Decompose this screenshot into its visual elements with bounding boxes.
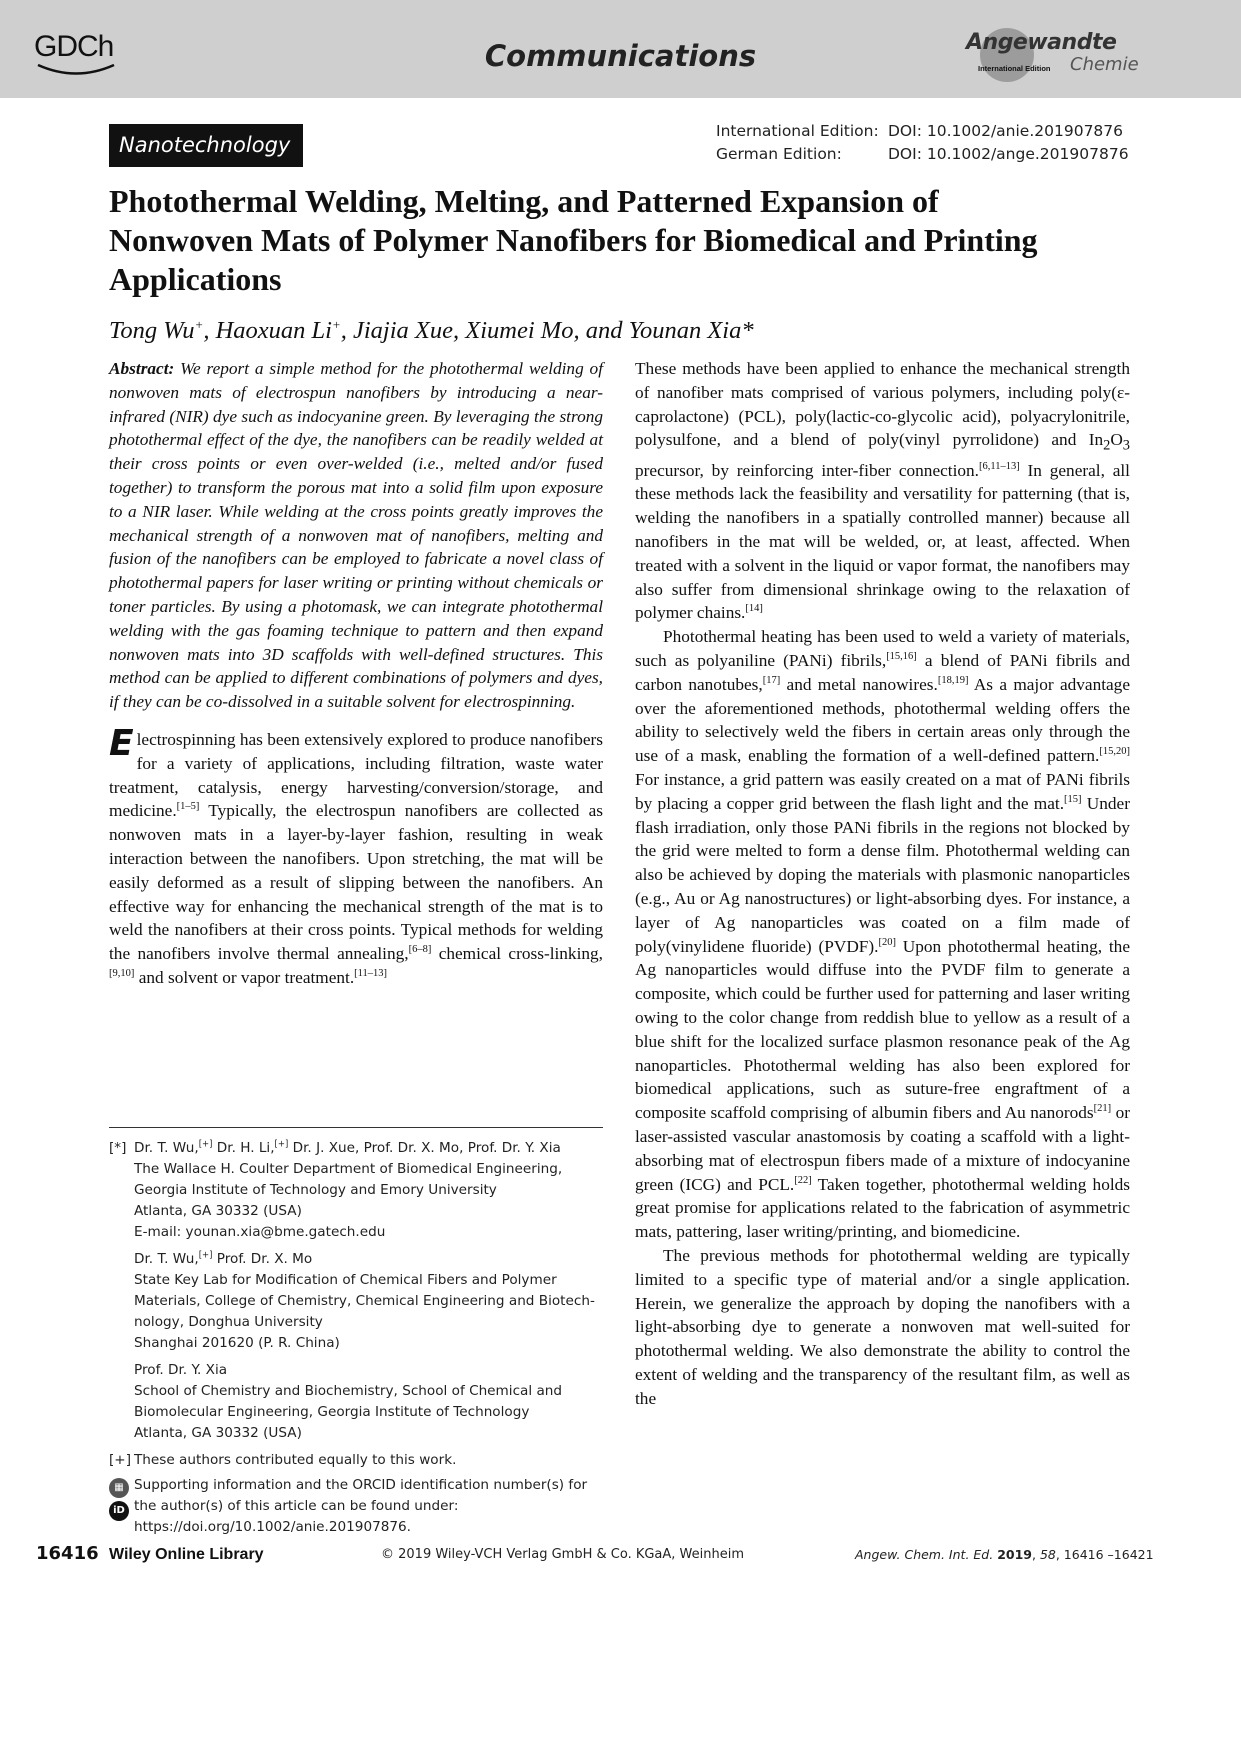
paragraph-text: Typically, the electrospun nanofibers are collected as nonwoven mats in a layer-by-layer fashion, resulting in weak interaction between the nanofibers. Upon stretching, the mat will be easily deformed as a result of slipping between the nanofibers. An effective way for enhancing the mechanical strength of the mat is to weld the nanofibers at their cross points. Typical methods for welding the nanofibers involve thermal annealing, (109, 801, 603, 964)
paragraph-text: and solvent or vapor treatment. (134, 967, 355, 987)
article-title (109, 182, 1129, 299)
author-entry: Dr. H. Li, (212, 1140, 275, 1156)
right-column (635, 357, 1130, 1411)
affiliations-footnote (109, 1127, 603, 1538)
footnote-mark: [+] (198, 1139, 213, 1150)
doi-block (716, 120, 1129, 166)
author-entry: Dr. T. Wu, (134, 1140, 199, 1156)
citation-ref[interactable]: [15,16] (886, 651, 917, 663)
citation-ref[interactable]: [21] (1093, 1103, 1112, 1115)
body-paragraph (635, 357, 1130, 625)
paragraph-text: precursor, by reinforcing inter-fiber connection. (635, 460, 979, 480)
doi-international (716, 120, 1129, 143)
citation-pages: 16416 –16421 (1063, 1547, 1154, 1562)
journal-logo-edition: International Edition (978, 64, 1051, 73)
paragraph-text: These methods have been applied to enhance the mechanical strength of nanofiber mats comprised of various polymers, including poly(ε-caprolactone) (PCL), poly(lactic-co-glycolic acid), polyacrylonitrile, polysulfone, and a blend of poly(vinyl pyrrolidone) and In (635, 359, 1130, 450)
citation-journal: Angew. Chem. Int. Ed. (855, 1547, 994, 1562)
paragraph-text: In general, all these methods lack the feasibility and versatility for patterning (that is, welding the nanofibers in a spatially controlled manner) because all nanofibers in the mat will be welded, or, at least, affected. When treated with a solvent in the liquid or vapor format, the nanofibers may also suffer from dimensional shrinkage owing to the relaxation of polymer chains. (635, 460, 1130, 623)
footnote-mark: [*] (109, 1140, 127, 1156)
footnote-mark: [+] (109, 1452, 131, 1468)
affiliation-line: Shanghai 201620 (P. R. China) (134, 1335, 340, 1351)
si-icons (109, 1478, 129, 1524)
doi-german (716, 143, 1129, 166)
journal-citation: Angew. Chem. Int. Ed. 2019, 58, 16416 –16421 (855, 1547, 1154, 1562)
doi-international-label: International Edition: (716, 122, 879, 140)
journal-logo-word: Angewandte (966, 30, 1117, 55)
author-entry: Prof. Dr. X. Mo (212, 1251, 313, 1267)
affiliation-line: Georgia Institute of Technology and Emory University (134, 1182, 497, 1198)
citation-ref[interactable]: [14] (745, 603, 763, 615)
title-line: Nonwoven Mats of Polymer Nanofibers for Biomedical and Printing (109, 222, 1038, 258)
title-line: Applications (109, 261, 282, 297)
abstract-text: We report a simple method for the photothermal welding of nonwoven mats of electrospun nanofibers by introducing a near-infrared (NIR) dye such as indocyanine green. By leveraging the strong photothermal effect of the dye, the nanofibers can be readily welded at their cross points or even over-welded (i.e., melted and/or fused together) to transform the porous mat into a solid film upon exposure to a NIR laser. While welding at the cross points greatly improves the mechanical strength of a nonwoven mat of nanofibers, melting and fusion of the nanofibers can be employed to fabricate a novel class of photothermal papers for laser writing or printing without chemicals or toner particles. By using a photomask, we can integrate photothermal welding with the gas foaming technique to pattern and then expand nonwoven mats into 3D scaffolds with well-defined structures. This method can be applied to different combinations of polymers and dyes, if they can be co-dissolved in a suitable solvent for electrospinning. (109, 359, 604, 712)
wiley-online-library-logo: Wiley Online Library (109, 1546, 264, 1563)
citation-ref[interactable]: [17] (762, 675, 781, 687)
paragraph-text: As a major advantage over the aforementioned methods, photothermal welding offers the ability to selectively weld the fibers in certain areas only through the use of a mask, enabling the formation of a well-defined pattern. (635, 674, 1130, 766)
paragraph-text: Under flash irradiation, only those PANi fibrils in the regions not blocked by the grid were melted to form a dense film. Photothermal welding can also be achieved by doping the materials with plasmonic nanoparticles (e.g., Au or Ag nanostructures) or light-absorbing dyes. For instance, a layer of Ag nanoparticles was coated on a film made of poly(vinylidene fluoride) (PVDF). (635, 793, 1130, 956)
paragraph-text: Upon photothermal heating, the Ag nanoparticles would diffuse into the PVDF film to generate a composite, which could be further used for patterning and laser writing owing to the color change from reddish blue to yellow as a result of a blue shift for the localized surface plasmon resonance peak of the Ag nanoparticles. Photothermal welding has also been explored for biomedical applications, such as suture-free engraftment of a composite scaffold comprising of albumin fibers and Au nanorods (635, 936, 1130, 1123)
citation-ref[interactable]: [6–8] (408, 944, 432, 956)
equal-contribution-mark: + (331, 317, 341, 332)
citation-ref[interactable]: [6,11–13] (979, 460, 1020, 472)
affiliation-line: Atlanta, GA 30332 (USA) (134, 1425, 302, 1441)
subscript: 2 (1103, 437, 1111, 454)
doi-german-value[interactable]: DOI: 10.1002/ange.201907876 (888, 145, 1129, 163)
abstract (109, 357, 603, 714)
affiliation-line: Materials, College of Chemistry, Chemical Engineering and Biotech- (134, 1293, 595, 1309)
paragraph-text: Taken together, photothermal welding holds great promise for applications related to the fabrication of asymmetric mats, pattering, laser writing/printing, and biomedicine. (635, 1174, 1131, 1242)
section-label: Nanotechnology (109, 124, 303, 167)
affiliation-line: State Key Lab for Modification of Chemical Fibers and Polymer (134, 1272, 557, 1288)
citation-ref[interactable]: [20] (878, 936, 896, 948)
body-paragraph (635, 625, 1130, 1244)
paragraph-text: For instance, a grid pattern was easily created on a mat of PANi fibrils by placing a copper grid between the flash light and the mat. (635, 770, 1130, 813)
citation-ref[interactable]: [11–13] (354, 968, 388, 980)
affiliation-line (134, 1138, 603, 1159)
affiliation-line: School of Chemistry and Biochemistry, School of Chemical and (134, 1383, 563, 1399)
doi-german-label: German Edition: (716, 145, 842, 163)
page-footer (0, 1543, 1241, 1565)
author-name: Tong Wu (109, 317, 195, 345)
supporting-info-note (109, 1475, 603, 1538)
supporting-info-line: Supporting information and the ORCID identification number(s) for (134, 1477, 588, 1493)
abstract-label: Abstract: (109, 359, 175, 378)
page-number: 16416 (36, 1543, 99, 1564)
citation-ref[interactable]: [15,20] (1099, 746, 1130, 758)
paragraph-text: or laser-assisted vascular anastomosis by coating a scaffold with a light-absorbing mat of electrospun fibers made of a mixture of indocyanine green (ICG) and PCL. (635, 1103, 1130, 1194)
affiliation-block (109, 1138, 603, 1444)
citation-ref[interactable]: [1–5] (176, 801, 200, 813)
supporting-info-icon: ▦ (109, 1478, 129, 1498)
gdch-logo-text: GDCh (34, 30, 114, 63)
affiliation-line: nology, Donghua University (134, 1314, 323, 1330)
author-entry: Dr. J. Xue, Prof. Dr. X. Mo, Prof. Dr. Y. Xia (288, 1140, 561, 1156)
affiliation-line: The Wallace H. Coulter Department of Biomedical Engineering, (134, 1161, 563, 1177)
left-column (109, 357, 603, 990)
equal-contribution-mark: + (194, 317, 204, 332)
author-list: Tong Wu+, Haoxuan Li+, Jiajia Xue, Xiumei Mo, and Younan Xia* (109, 317, 754, 345)
affiliation-line: Biomolecular Engineering, Georgia Institute of Technology (134, 1404, 530, 1420)
paragraph-text: lectrospinning has been extensively explored to produce nanofibers for a variety of applications, including filtration, waste water treatment, catalysis, energy harvesting/conversion/storage, and medicine. (109, 729, 603, 821)
author-entry: Dr. T. Wu, (134, 1251, 199, 1267)
affiliation-line: Atlanta, GA 30332 (USA) (134, 1203, 302, 1219)
supporting-info-line: the author(s) of this article can be found under: (134, 1498, 459, 1514)
body-paragraph: The previous methods for photothermal welding are typically limited to a specific type of material and/or a single application. Herein, we generalize the approach by doping the nanofibers with a light-absorbing dye to generate a nonwoven mat well-suited for photothermal welding. We also demonstrate the ability to control the extent of welding and the transparency of the resultant film, as well as the (635, 1245, 1130, 1408)
journal-logo (966, 22, 1139, 82)
orcid-icon: iD (109, 1501, 129, 1521)
paragraph-text: Photothermal heating has been used to weld a variety of materials, such as polyaniline (PANi) fibrils, (635, 627, 1130, 671)
paragraph-text: O (1110, 430, 1123, 450)
footnote-mark: [+] (198, 1250, 213, 1261)
citation-ref[interactable]: [22] (794, 1174, 812, 1186)
equal-contribution-text: These authors contributed equally to this work. (134, 1452, 457, 1468)
citation-ref[interactable]: [9,10] (109, 968, 135, 980)
doi-international-value[interactable]: DOI: 10.1002/anie.201907876 (888, 122, 1124, 140)
citation-ref[interactable]: [18,19] (937, 675, 969, 687)
citation-year: 2019 (997, 1547, 1032, 1562)
author-names-rest: Jiajia Xue, Xiumei Mo, and Younan Xia* (353, 317, 754, 345)
paragraph-text: a blend of PANi fibrils and carbon nanotubes, (635, 651, 1130, 694)
author-name: Haoxuan Li (215, 317, 332, 345)
title-line: Photothermal Welding, Melting, and Patterned Expansion of (109, 183, 939, 219)
citation-volume: 58 (1039, 1547, 1056, 1562)
paragraph-text: and metal nanowires. (780, 674, 938, 694)
affiliation-line (134, 1249, 603, 1270)
supporting-info-link[interactable]: https://doi.org/10.1002/anie.201907876. (134, 1519, 412, 1535)
citation-ref[interactable]: [15] (1064, 794, 1082, 806)
drop-cap: E (109, 722, 134, 764)
footnote-mark: [+] (274, 1139, 289, 1150)
header-band (0, 0, 1241, 98)
equal-contribution-note (109, 1450, 603, 1471)
intro-paragraph (109, 722, 603, 990)
paragraph-text: chemical cross-linking, (431, 944, 603, 964)
journal-logo-subword: Chemie (1070, 54, 1139, 75)
copyright-notice: © 2019 Wiley-VCH Verlag GmbH & Co. KGaA, Weinheim (381, 1547, 745, 1562)
subscript: 3 (1122, 437, 1130, 454)
email-line[interactable]: E-mail: younan.xia@bme.gatech.edu (134, 1224, 386, 1240)
affiliation-line: Prof. Dr. Y. Xia (134, 1362, 228, 1378)
section-heading: Communications (484, 39, 757, 73)
